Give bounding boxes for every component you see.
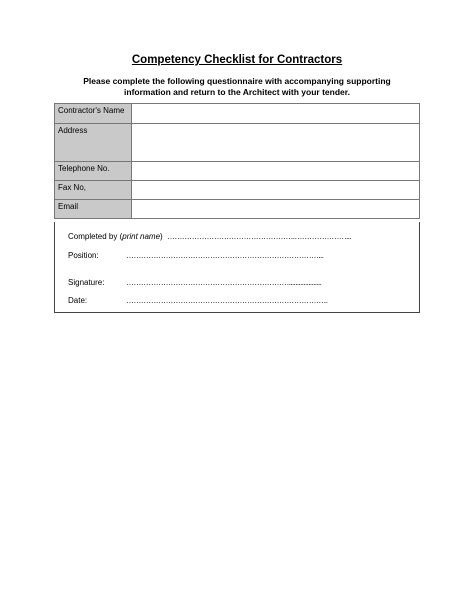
fax-field[interactable] xyxy=(132,181,420,200)
date-label: Date: xyxy=(68,296,88,305)
telephone-field[interactable] xyxy=(132,162,420,181)
address-label: Address xyxy=(55,124,132,162)
address-field[interactable] xyxy=(132,124,420,162)
form-title: Competency Checklist for Contractors xyxy=(131,54,343,66)
completed-by-line xyxy=(68,232,351,241)
signature-field[interactable]: ………………………………………………………….................... xyxy=(126,278,322,287)
completed-by-field[interactable]: …………………………………………….…………………... xyxy=(166,232,352,241)
position-line xyxy=(68,251,323,260)
completion-section xyxy=(54,222,420,313)
signature-label: Signature: xyxy=(68,278,105,287)
table-row xyxy=(55,181,420,200)
telephone-label: Telephone No. xyxy=(55,162,132,181)
contractor-details-table xyxy=(54,103,420,219)
completed-by-close: ) xyxy=(160,232,163,241)
email-field[interactable] xyxy=(132,200,420,219)
table-row xyxy=(55,124,420,162)
date-field[interactable]: ………………………………………………………………………. xyxy=(126,296,328,305)
form-instructions xyxy=(40,76,434,97)
fax-label: Fax No, xyxy=(55,181,132,200)
completed-by-label: Completed by ( xyxy=(68,232,123,241)
instruction-line-2: information and return to the Architect with your tender. xyxy=(124,86,350,97)
table-row xyxy=(55,104,420,124)
table-row xyxy=(55,200,420,219)
table-row xyxy=(55,162,420,181)
position-label: Position: xyxy=(68,251,99,260)
signature-line xyxy=(68,278,321,287)
date-line xyxy=(68,296,327,305)
completed-by-hint: print name xyxy=(122,232,161,241)
contractor-name-field[interactable] xyxy=(132,104,420,124)
email-label: Email xyxy=(55,200,132,219)
position-field[interactable]: ……………………………………………………………………... xyxy=(126,251,324,260)
instruction-line-1: Please complete the following questionnaire with accompanying supporting xyxy=(83,76,391,86)
contractor-name-label: Contractor's Name xyxy=(55,104,132,124)
